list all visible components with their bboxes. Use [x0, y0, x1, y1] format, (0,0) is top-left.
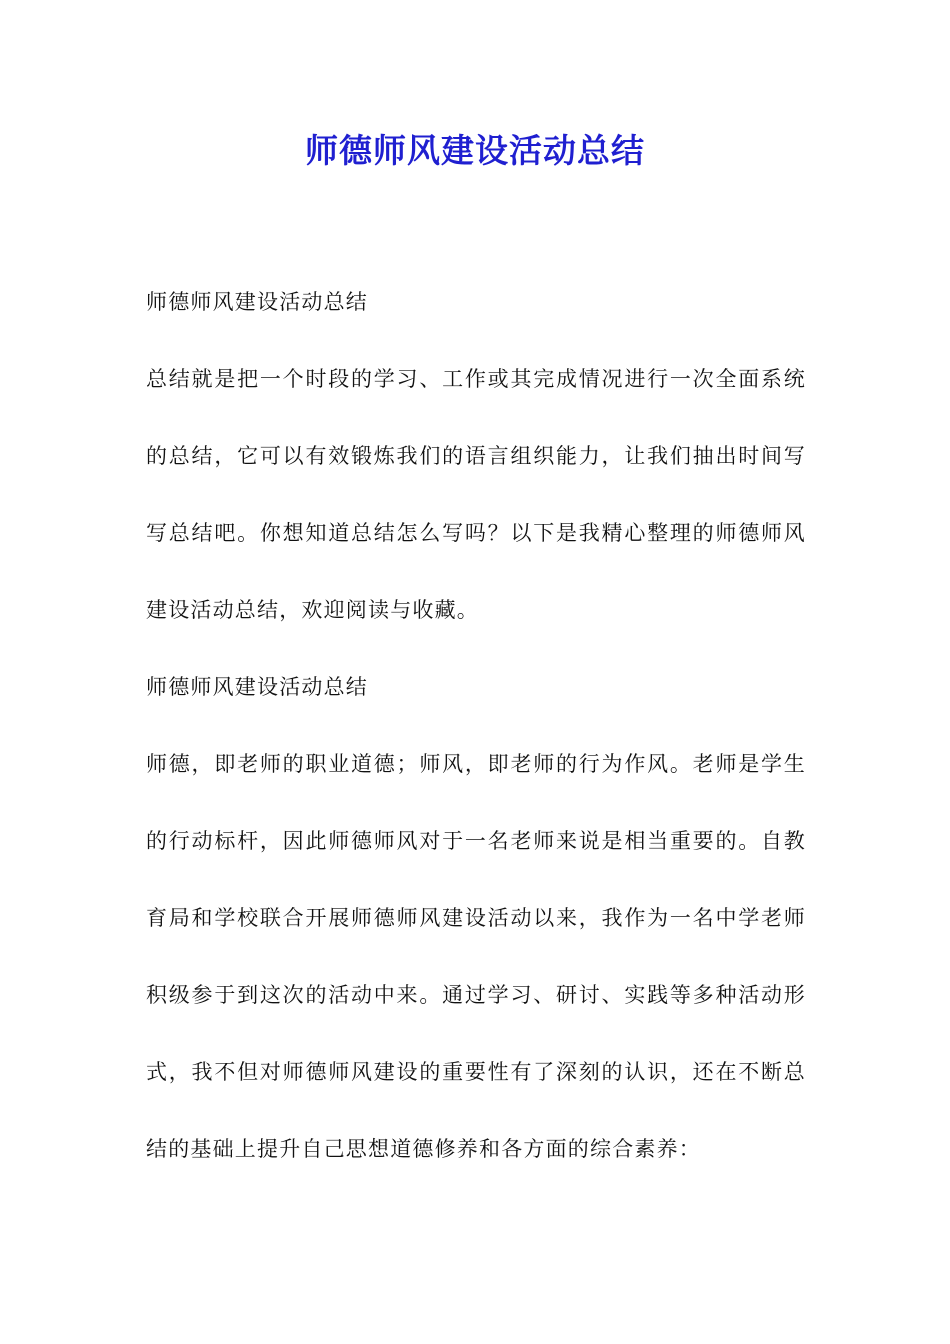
- page-title: 师德师风建设活动总结: [305, 131, 645, 170]
- section-heading: 师德师风建设活动总结: [146, 290, 368, 314]
- intro-paragraph: 总结就是把一个时段的学习、工作或其完成情况进行一次全面系统的总结，它可以有效锻炼我们的语言组织能力，让我们抽出时间写写总结吧。你想知道总结怎么写吗？以下是我精心整理的师德师风建设活动总结，欢迎阅读与收藏。: [146, 367, 806, 622]
- section-heading: 师德师风建设活动总结: [146, 675, 368, 699]
- body-paragraph: 师德，即老师的职业道德；师风，即老师的行为作风。老师是学生的行动标杆，因此师德师风对于一名老师来说是相当重要的。自教育局和学校联合开展师德师风建设活动以来，我作为一名中学老师积级参于到这次的活动中来。通过学习、研讨、实践等多种活动形式，我不但对师德师风建设的重要性有了深刻的认识，还在不断总结的基础上提升自己思想道德修养和各方面的综合素养：: [146, 752, 806, 1161]
- document-body: [146, 264, 806, 1188]
